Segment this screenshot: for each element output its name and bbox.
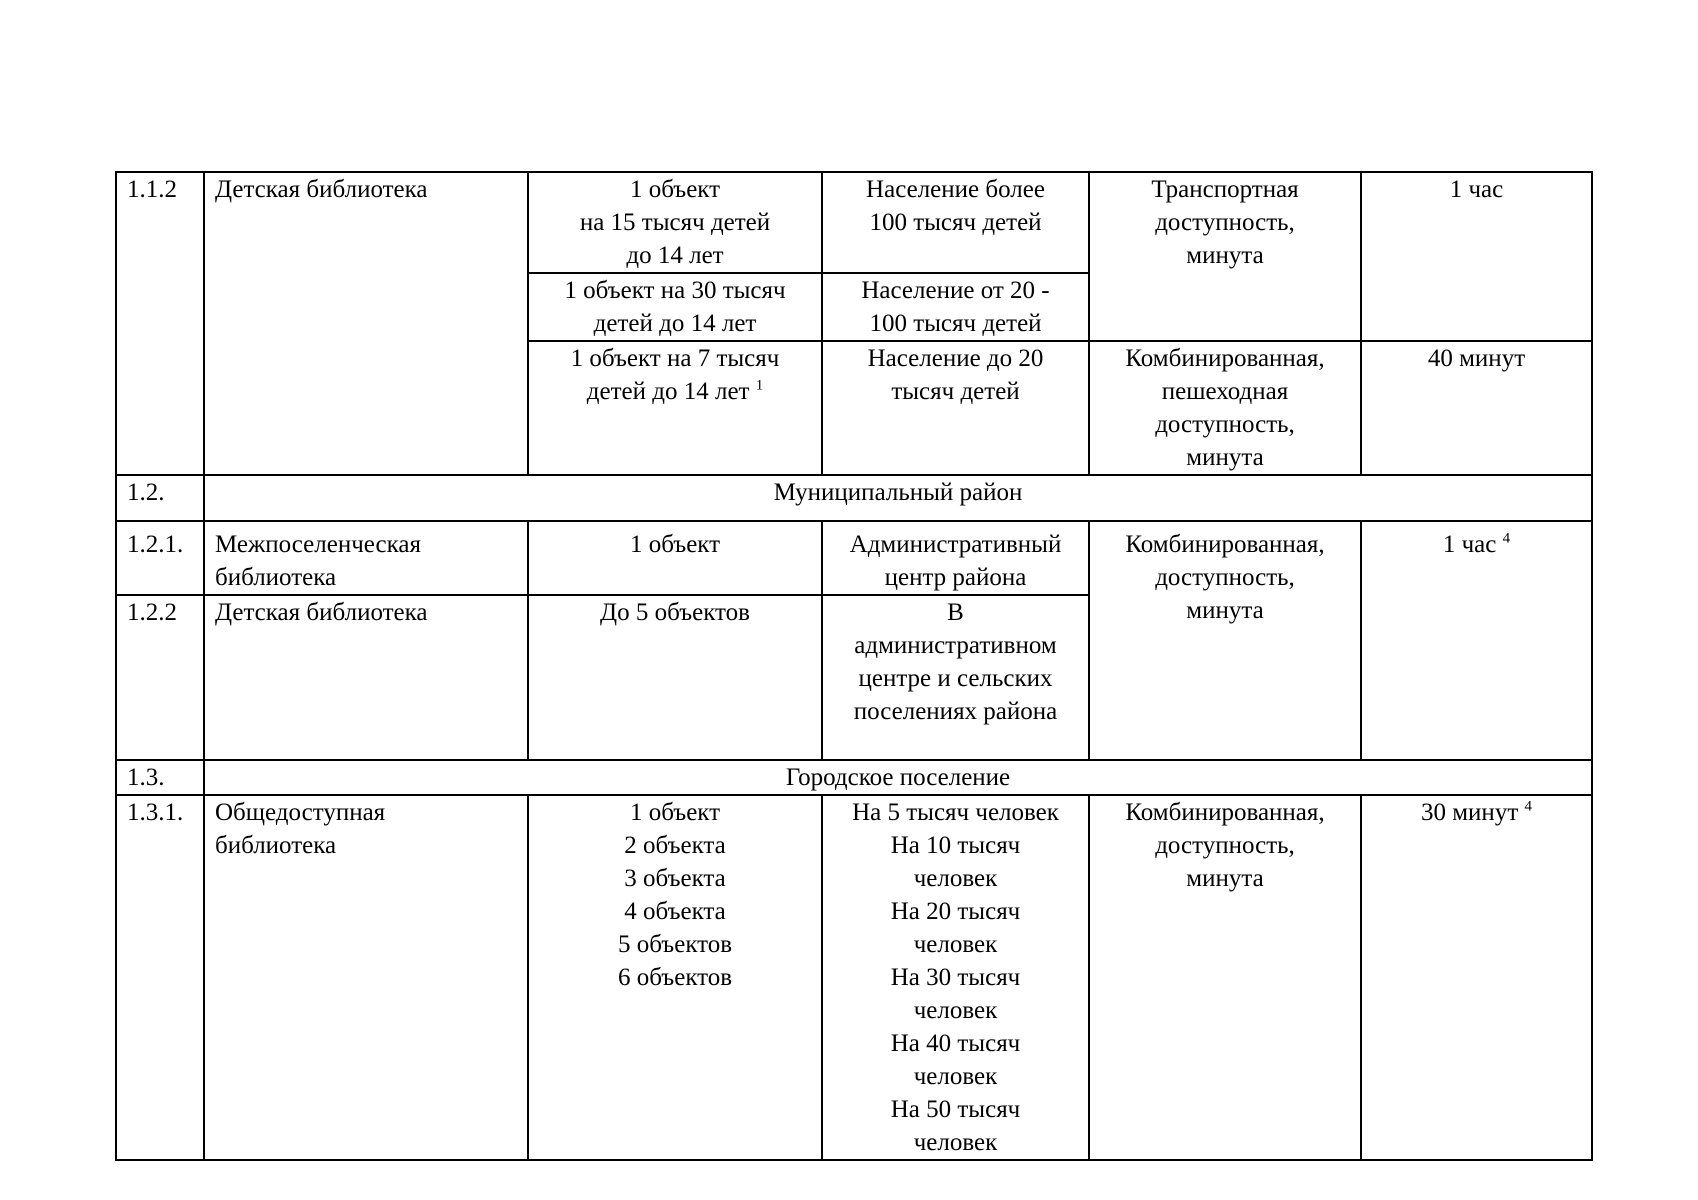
condition-cell: Административный центр района [822, 521, 1089, 595]
footnote-mark: 4 [1502, 530, 1511, 547]
time-cell: 1 час $^4$ [1361, 521, 1592, 760]
table-row [116, 172, 1592, 273]
section-title: Муниципальный район [204, 475, 1592, 521]
norm-cell: 1 объект 2 объекта 3 объекта 4 объекта 5 объектов 6 объектов [528, 795, 822, 1160]
access-cell: Комбинированная, доступность, минута [1089, 521, 1361, 760]
section-title: Городское поселение [204, 760, 1592, 795]
footnote-mark: 1 [755, 377, 764, 394]
facility-name: Межпоселенческая библиотека [204, 521, 528, 595]
section-row [116, 760, 1592, 795]
time-cell: 30 минут $^4$ [1361, 795, 1592, 1160]
condition-cell: В административном центре и сельских поселениях района [822, 595, 1089, 760]
access-cell: Транспортная доступность, минута [1089, 172, 1361, 341]
row-number: 1.1.2 [116, 172, 204, 475]
facility-name: Общедоступная библиотека [204, 795, 528, 1160]
time-cell: 40 минут [1361, 341, 1592, 475]
norm-cell: До 5 объектов [528, 595, 822, 760]
condition-cell: Население более 100 тысяч детей [822, 172, 1089, 273]
condition-cell: Население от 20 - 100 тысяч детей [822, 273, 1089, 341]
norm-cell: 1 объект на 30 тысяч детей до 14 лет [528, 273, 822, 341]
time-cell: 1 час [1361, 172, 1592, 341]
table-row [116, 795, 1592, 1160]
norm-cell: 1 объект [528, 521, 822, 595]
section-number: 1.3. [116, 760, 204, 795]
footnote-mark: 4 [1524, 798, 1532, 815]
row-number: 1.2.1. [116, 521, 204, 595]
standards-table [115, 171, 1593, 1161]
norm-cell: 1 объект на 15 тысяч детей до 14 лет [528, 172, 822, 273]
facility-name: Детская библиотека [204, 595, 528, 760]
access-cell: Комбинированная, доступность, минута [1089, 795, 1361, 1160]
access-cell: Комбинированная, пешеходная доступность, минута [1089, 341, 1361, 475]
condition-cell: На 5 тысяч человек На 10 тысяч человек На 20 тысяч человек На 30 тысяч человек На 40 тысяч человек На 50 тысяч человек [822, 795, 1089, 1160]
table-row [116, 521, 1592, 595]
row-number: 1.2.2 [116, 595, 204, 760]
section-number: 1.2. [116, 475, 204, 521]
section-row [116, 475, 1592, 521]
row-number: 1.3.1. [116, 795, 204, 1160]
norm-cell: 1 объект на 7 тысяч детей до 14 лет $^1$ [528, 341, 822, 475]
condition-cell: Население до 20 тысяч детей [822, 341, 1089, 475]
facility-name: Детская библиотека [204, 172, 528, 475]
